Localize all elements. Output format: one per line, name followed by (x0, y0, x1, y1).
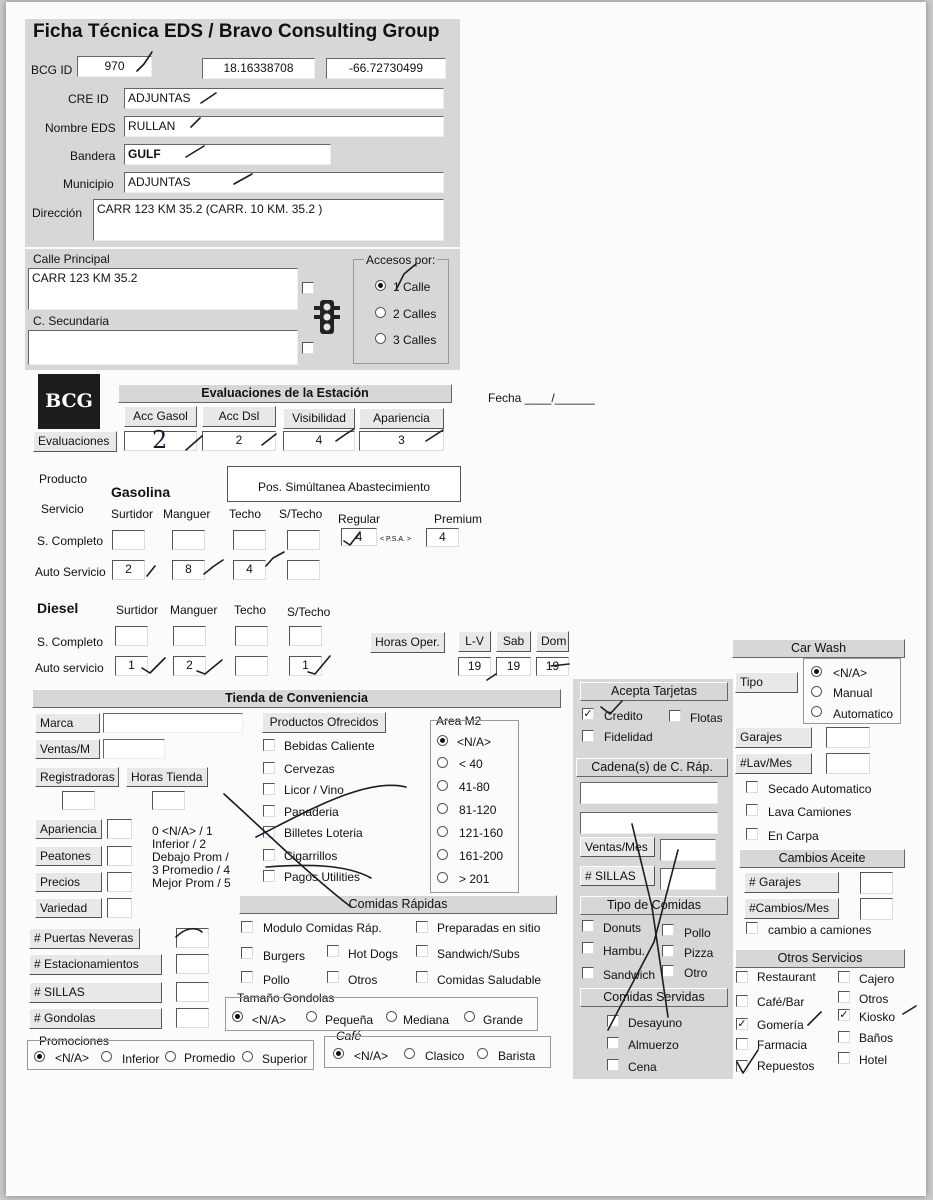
horas-sab-header: Sab (496, 631, 531, 652)
carwash-automatico-radio[interactable] (811, 706, 822, 717)
otros-item-label: Restaurant (757, 970, 816, 984)
tipo-pollo-checkbox[interactable] (662, 924, 674, 936)
bandera-label: Bandera (70, 149, 116, 163)
gasolina-auto-stecho[interactable] (287, 560, 320, 580)
comidas-rapidas-header: Comidas Rápidas (239, 895, 557, 914)
carwash-option-label: Manual (833, 686, 873, 700)
accesos-option-label: 2 Calles (393, 307, 437, 321)
horas-lv-header: L-V (458, 631, 491, 652)
registradoras-label: Registradoras (35, 767, 119, 787)
cadena-sillas-label: # SILLAS (580, 866, 655, 886)
cafe-option-label: Barista (498, 1049, 536, 1063)
otros-item-label: Baños (859, 1031, 894, 1045)
estacionamientos-value[interactable] (176, 954, 209, 974)
gasolina-auto-techo[interactable]: 4 (233, 560, 266, 580)
comidas-item-label: Preparadas en sitio (437, 921, 541, 935)
tipo-otro-checkbox[interactable] (662, 965, 674, 977)
tipo-item-label: Pizza (684, 946, 714, 960)
gasolina-auto-label: Auto Servicio (35, 565, 106, 579)
promociones-option-label: Promedio (184, 1051, 236, 1065)
cafe-bar-checkbox[interactable] (736, 995, 748, 1007)
burgers-checkbox[interactable] (241, 947, 253, 959)
tipo-item-label: Donuts (603, 921, 642, 935)
gondolas-pequena-radio[interactable] (306, 1011, 317, 1022)
calle-principal-label: Calle Principal (33, 252, 110, 266)
promociones-label: Promociones (39, 1034, 110, 1048)
apariencia-value[interactable]: 3 (359, 431, 444, 451)
nombre-field[interactable]: RULLAN (124, 116, 444, 137)
diesel-auto-surtidor[interactable]: 1 (115, 656, 148, 676)
area-81-120-radio[interactable] (437, 803, 448, 814)
calle-secundaria-field[interactable] (28, 330, 298, 365)
cre-id-field[interactable]: ADJUNTAS (124, 88, 444, 109)
peatones-label: Peatones (35, 846, 102, 866)
preparadas-checkbox[interactable] (416, 921, 428, 933)
gasolina-sc-techo[interactable] (233, 530, 266, 550)
promociones-option-label: <N/A> (55, 1051, 90, 1065)
carwash-check-label: Lava Camiones (768, 805, 852, 819)
carwash-garajes-value[interactable] (826, 727, 870, 748)
variedad-value[interactable] (107, 898, 132, 918)
tarjeta-item-label: Fidelidad (604, 730, 653, 744)
cafe-na-radio[interactable] (333, 1048, 344, 1059)
aceite-garajes-value[interactable] (860, 872, 893, 894)
acc-dsl-header: Acc Dsl (202, 406, 276, 427)
area-161-200-radio[interactable] (437, 849, 448, 860)
accesos-option-label: 1 Calle (393, 280, 431, 294)
accesos-2-calles-radio[interactable] (375, 307, 386, 318)
direccion-field[interactable]: CARR 123 KM 35.2 (CARR. 10 KM. 35.2 ) (93, 199, 444, 241)
servidas-item-label: Almuerzo (628, 1038, 679, 1052)
regular-label: Regular (338, 512, 381, 526)
carwash-tipo-label: Tipo (735, 672, 798, 693)
carwash-header: Car Wash (732, 639, 905, 658)
registradoras-value[interactable] (62, 791, 95, 810)
licor-checkbox[interactable] (263, 783, 275, 795)
cambio-camiones-label: cambio a camiones (768, 923, 872, 937)
otros-item-label: Farmacia (757, 1038, 808, 1052)
tipo-item-label: Sandwich (603, 968, 656, 982)
area-option-label: 81-120 (459, 803, 497, 817)
evaluaciones-header: Evaluaciones de la Estación (118, 384, 452, 403)
diesel-auto-stecho[interactable]: 1 (289, 656, 322, 676)
horas-dom-header: Dom (536, 631, 569, 652)
secado-checkbox[interactable] (746, 781, 758, 793)
cafe-option-label: Clasico (425, 1049, 465, 1063)
banos-checkbox[interactable] (838, 1031, 850, 1043)
cadena-sillas-field[interactable] (660, 868, 716, 890)
cafe-clasico-radio[interactable] (404, 1048, 415, 1059)
promociones-na-radio[interactable] (34, 1051, 45, 1062)
gondolas-label: # Gondolas (29, 1008, 162, 1029)
aceite-cambios-label: #Cambios/Mes (744, 898, 839, 919)
tamano-gondolas-label: Tamaño Gondolas (237, 991, 335, 1005)
bebidas-checkbox[interactable] (263, 739, 275, 751)
aceite-header: Cambios Aceite (739, 849, 905, 868)
diesel-sc-manguer[interactable] (173, 626, 206, 646)
marca-label: Marca (35, 713, 100, 733)
gasolina-col-manguer: Manguer (163, 507, 211, 521)
otros-item-label: Otros (859, 992, 889, 1006)
tarjeta-item-label: Credito (604, 709, 643, 723)
puertas-neveras-value[interactable] (176, 928, 209, 948)
hotel-checkbox[interactable] (838, 1052, 850, 1064)
gondolas-option-label: <N/A> (252, 1013, 287, 1027)
area-option-label: 161-200 (459, 849, 504, 863)
area-201-radio[interactable] (437, 872, 448, 883)
otros-servicios-header: Otros Servicios (735, 949, 905, 968)
carwash-lav-value[interactable] (826, 753, 870, 774)
kiosko-checkbox[interactable]: ✓ (839, 1009, 849, 1021)
producto-item-label: Billetes Loteria (284, 826, 363, 840)
cadena-field-1[interactable] (580, 782, 718, 804)
otros-item-label: Café/Bar (757, 995, 805, 1009)
otros-item-label: Hotel (859, 1053, 888, 1067)
otros-comidas-checkbox[interactable] (327, 971, 339, 983)
acc-gasol-handwritten: 2 (152, 426, 168, 454)
pagos-checkbox[interactable] (263, 870, 275, 882)
gasolina-sc-stecho[interactable] (287, 530, 320, 550)
gasolina-col-techo: Techo (229, 507, 262, 521)
psa-label: < P.S.A. > (380, 536, 412, 543)
flotas-checkbox[interactable] (669, 710, 681, 722)
gondolas-option-label: Mediana (403, 1013, 450, 1027)
servidas-item-label: Desayuno (628, 1016, 683, 1030)
carwash-lav-label: #Lav/Mes (735, 753, 812, 774)
comidas-item-label: Sandwich/Subs (437, 947, 520, 961)
area-40-radio[interactable] (437, 757, 448, 768)
donuts-checkbox[interactable] (582, 920, 594, 932)
marca-field[interactable] (103, 713, 243, 733)
otros-item-label: Kiosko (859, 1010, 896, 1024)
comidas-item-label: Modulo Comidas Ráp. (263, 921, 382, 935)
producto-item-label: Cervezas (284, 762, 335, 776)
area-121-160-radio[interactable] (437, 826, 448, 837)
bcg-id-field[interactable]: 970 (77, 56, 152, 77)
calle-secundaria-label: C. Secundaria (33, 314, 110, 328)
carwash-option-label: Automatico (833, 707, 894, 721)
calle-principal-field[interactable]: CARR 123 KM 35.2 (28, 268, 298, 310)
hotdogs-checkbox[interactable] (327, 945, 339, 957)
calle-principal-checkbox[interactable] (302, 282, 314, 294)
municipio-label: Municipio (63, 177, 114, 191)
latitude-field[interactable]: 18.16338708 (202, 58, 315, 79)
peatones-value[interactable] (107, 846, 132, 866)
restaurant-checkbox[interactable] (736, 971, 748, 983)
fidelidad-checkbox[interactable] (582, 730, 594, 742)
modulo-comidas-checkbox[interactable] (241, 921, 253, 933)
apariencia-header: Apariencia (359, 408, 444, 429)
horas-sab-value[interactable]: 19 (496, 657, 531, 676)
cajero-checkbox[interactable] (838, 971, 850, 983)
producto-label: Producto (39, 472, 88, 486)
producto-item-label: Cigarrillos (284, 849, 338, 863)
accesos-option-label: 3 Calles (393, 333, 437, 347)
pizza-checkbox[interactable] (662, 945, 674, 957)
carwash-check-label: Secado Automatico (768, 782, 872, 796)
gasolina-sc-manguer[interactable] (172, 530, 205, 550)
carwash-option-label: <N/A> (833, 666, 868, 680)
precios-label: Precios (35, 872, 102, 892)
visibilidad-header: Visibilidad (283, 408, 355, 429)
servicio-label: Servicio (41, 502, 84, 516)
producto-item-label: Panaderia (284, 805, 339, 819)
diesel-col-surtidor: Surtidor (116, 603, 159, 617)
cafe-option-label: <N/A> (354, 1049, 389, 1063)
accesos-1-calle-radio[interactable] (375, 280, 386, 291)
gondolas-grande-radio[interactable] (464, 1011, 475, 1022)
traffic-light-icon (310, 298, 344, 336)
gasolina-s-completo-label: S. Completo (37, 534, 104, 548)
bcg-logo: BCG (38, 374, 100, 429)
accesos-3-calles-radio[interactable] (375, 333, 386, 344)
diesel-title: Diesel (37, 600, 79, 616)
diesel-col-stecho: S/Techo (287, 605, 331, 619)
horas-dom-value[interactable]: 19 (536, 657, 569, 676)
area-option-label: < 40 (459, 757, 483, 771)
evaluaciones-row-label: Evaluaciones (33, 431, 117, 452)
area-option-label: > 201 (459, 872, 490, 886)
gomeria-checkbox[interactable]: ✓ (737, 1018, 747, 1030)
regular-value[interactable]: 4 (341, 528, 377, 546)
area-m2-label: Area M2 (436, 714, 482, 728)
gasolina-title: Gasolina (111, 484, 171, 500)
diesel-sc-stecho[interactable] (289, 626, 322, 646)
gondolas-option-label: Grande (483, 1013, 524, 1027)
cadena-ventas-field[interactable] (660, 839, 716, 861)
area-na-radio[interactable] (437, 735, 448, 746)
cigarrillos-checkbox[interactable] (263, 849, 275, 861)
producto-item-label: Bebidas Caliente (284, 739, 375, 753)
gondolas-mediana-radio[interactable] (386, 1011, 397, 1022)
gondolas-option-label: Pequeña (325, 1013, 374, 1027)
tipo-comidas-header: Tipo de Comidas (580, 896, 728, 915)
cadena-field-2[interactable] (580, 812, 718, 834)
carwash-check-label: En Carpa (768, 829, 819, 843)
servidas-item-label: Cena (628, 1060, 657, 1074)
carwash-manual-radio[interactable] (811, 686, 822, 697)
producto-item-label: Licor / Vino (284, 783, 344, 797)
aceite-cambios-value[interactable] (860, 898, 893, 920)
diesel-s-completo-label: S. Completo (37, 635, 104, 649)
credito-checkbox[interactable]: ✓ (583, 708, 593, 720)
promociones-superior-radio[interactable] (242, 1051, 253, 1062)
promociones-option-label: Inferior (122, 1052, 160, 1066)
gasolina-col-stecho: S/Techo (279, 507, 323, 521)
diesel-sc-techo[interactable] (235, 626, 268, 646)
calle-secundaria-checkbox[interactable] (302, 342, 314, 354)
gasolina-auto-surtidor[interactable]: 2 (112, 560, 145, 580)
horas-tienda-value[interactable] (152, 791, 185, 810)
comidas-item-label: Pollo (263, 973, 290, 987)
bandera-field[interactable]: GULF (124, 144, 331, 165)
comidas-item-label: Otros (348, 973, 378, 987)
acc-gasol-header: Acc Gasol (124, 406, 197, 427)
almuerzo-checkbox[interactable] (607, 1037, 619, 1049)
producto-item-label: Pagos Utilities (284, 870, 361, 884)
area-option-label: 41-80 (459, 780, 490, 794)
diesel-col-manguer: Manguer (170, 603, 218, 617)
comidas-item-label: Hot Dogs (348, 947, 399, 961)
sandwich-checkbox[interactable] (582, 967, 594, 979)
gasolina-auto-manguer[interactable]: 8 (172, 560, 205, 580)
gasolina-col-surtidor: Surtidor (111, 507, 154, 521)
area-option-label: <N/A> (457, 735, 492, 749)
tipo-item-label: Hambu. (603, 944, 646, 958)
apariencia-rating-value[interactable] (107, 819, 132, 839)
ventas-m-label: Ventas/M (35, 739, 100, 759)
fecha-label: Fecha ____/______ (488, 391, 595, 405)
cadena-ventas-label: Ventas/Mes (580, 837, 655, 857)
otros-item-label: Repuestos (757, 1059, 815, 1073)
en-carpa-checkbox[interactable] (746, 828, 758, 840)
nombre-label: Nombre EDS (45, 121, 116, 135)
diesel-auto-label: Auto servicio (35, 661, 104, 675)
form-title: Ficha Técnica EDS / Bravo Consulting Group (33, 21, 440, 42)
tienda-header: Tienda de Conveniencia (32, 689, 561, 708)
horas-tienda-label: Horas Tienda (126, 767, 208, 787)
area-option-label: 121-160 (459, 826, 504, 840)
aceite-garajes-label: # Garajes (744, 872, 839, 893)
sillas-value[interactable] (176, 982, 209, 1002)
farmacia-checkbox[interactable] (736, 1038, 748, 1050)
municipio-field[interactable]: ADJUNTAS (124, 172, 444, 193)
diesel-auto-manguer[interactable]: 2 (173, 656, 206, 676)
cre-id-label: CRE ID (68, 92, 109, 106)
diesel-sc-surtidor[interactable] (115, 626, 148, 646)
sillas-label: # SILLAS (29, 982, 162, 1003)
comidas-servidas-header: Comidas Servidas (580, 988, 728, 1007)
promociones-inferior-radio[interactable] (101, 1051, 112, 1062)
carwash-na-radio[interactable] (811, 666, 822, 677)
comidas-item-label: Comidas Saludable (437, 973, 542, 987)
form-paper (6, 2, 926, 1196)
otros-checkbox[interactable] (838, 991, 850, 1003)
loteria-checkbox[interactable] (263, 826, 275, 838)
bcg-id-label: BCG ID (31, 63, 73, 77)
accesos-label: Accesos por: (366, 253, 436, 267)
otros-item-label: Cajero (859, 972, 895, 986)
premium-label: Premium (434, 512, 483, 526)
sandwich-subs-checkbox[interactable] (416, 945, 428, 957)
hambu-checkbox[interactable] (582, 942, 594, 954)
direccion-label: Dirección (32, 206, 83, 220)
apariencia-rating-label: Apariencia (35, 819, 102, 839)
cena-checkbox[interactable] (607, 1059, 619, 1071)
tarjeta-item-label: Flotas (690, 711, 723, 725)
rating-scale-legend: 0 <N/A> / 1 Inferior / 2 Debajo Prom / 3 Promedio / 4 Mejor Prom / 5 (152, 824, 231, 890)
horas-oper-label: Horas Oper. (370, 632, 445, 653)
promociones-promedio-radio[interactable] (165, 1051, 176, 1062)
premium-value[interactable]: 4 (426, 528, 459, 547)
precios-value[interactable] (107, 872, 132, 892)
panaderia-checkbox[interactable] (263, 805, 275, 817)
pollo-checkbox[interactable] (241, 971, 253, 983)
cafe-label: Café (336, 1029, 362, 1043)
tipo-item-label: Pollo (684, 926, 711, 940)
visibilidad-value[interactable]: 4 (283, 431, 355, 451)
repuestos-checkbox[interactable] (736, 1060, 748, 1072)
ventas-m-field[interactable] (103, 739, 165, 759)
cambio-camiones-checkbox[interactable] (746, 922, 758, 934)
otros-item-label: Gomería (757, 1018, 804, 1032)
horas-lv-value[interactable]: 19 (458, 657, 491, 676)
gondolas-value[interactable] (176, 1008, 209, 1028)
puertas-neveras-label: # Puertas Neveras (29, 928, 140, 949)
variedad-label: Variedad (35, 898, 102, 918)
cervezas-checkbox[interactable] (263, 762, 275, 774)
estacionamientos-label: # Estacionamientos (29, 954, 162, 975)
carwash-garajes-label: Garajes (735, 727, 812, 748)
tarjetas-header: Acepta Tarjetas (580, 682, 728, 701)
gondolas-na-radio[interactable] (232, 1011, 243, 1022)
diesel-auto-techo[interactable] (235, 656, 268, 676)
comidas-item-label: Burgers (263, 949, 306, 963)
cafe-barista-radio[interactable] (477, 1048, 488, 1059)
lava-camiones-checkbox[interactable] (746, 804, 758, 816)
pos-simultanea-label: Pos. Simúltanea Abastecimiento (258, 480, 431, 494)
saludable-checkbox[interactable] (416, 971, 428, 983)
area-41-80-radio[interactable] (437, 780, 448, 791)
diesel-col-techo: Techo (234, 603, 267, 617)
longitude-field[interactable]: -66.72730499 (326, 58, 446, 79)
acc-dsl-value[interactable]: 2 (202, 431, 276, 451)
promociones-option-label: Superior (262, 1052, 308, 1066)
tipo-item-label: Otro (684, 966, 708, 980)
gasolina-sc-surtidor[interactable] (112, 530, 145, 550)
productos-header: Productos Ofrecidos (262, 712, 386, 733)
cadena-header: Cadena(s) de C. Ráp. (576, 758, 728, 777)
desayuno-checkbox[interactable] (607, 1015, 619, 1027)
